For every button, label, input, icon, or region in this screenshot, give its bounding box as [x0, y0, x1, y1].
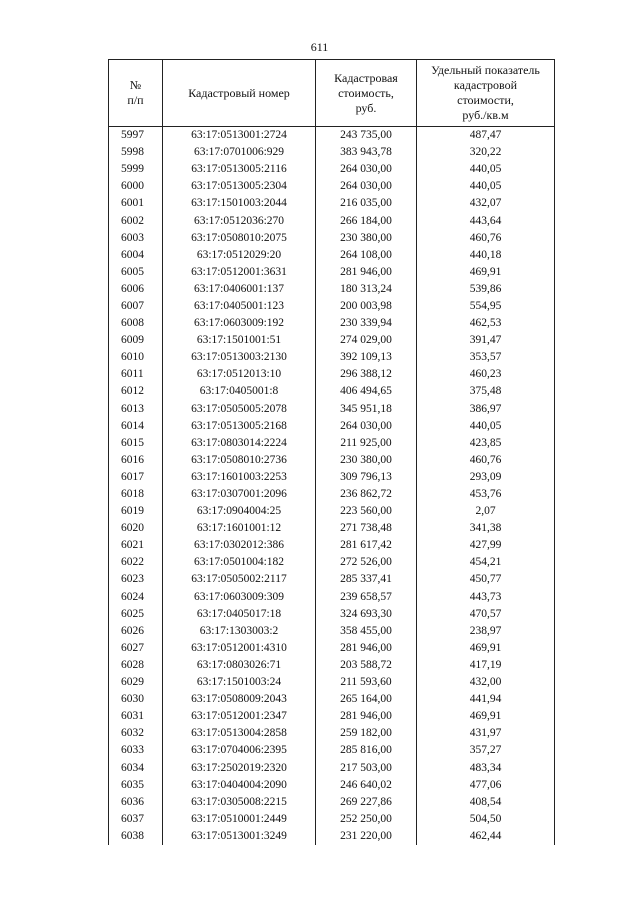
specific-indicator: 417,19	[417, 657, 555, 674]
row-number: 5997	[109, 127, 163, 145]
row-number: 6015	[109, 435, 163, 452]
specific-indicator: 423,85	[417, 435, 555, 452]
header-specific-indicator: Удельный показатель кадастровой стоимости, руб./кв.м	[417, 60, 555, 127]
cadastral-number: 63:17:0603009:309	[163, 589, 316, 606]
row-number: 6007	[109, 298, 163, 315]
row-number: 6002	[109, 212, 163, 229]
cadastral-cost: 243 735,00	[316, 127, 417, 145]
specific-indicator: 357,27	[417, 742, 555, 759]
cadastral-cost: 309 796,13	[316, 469, 417, 486]
table-row	[109, 725, 555, 742]
cadastral-number: 63:17:0406001:137	[163, 281, 316, 298]
row-number: 6005	[109, 264, 163, 281]
table-row	[109, 469, 555, 486]
specific-indicator: 454,21	[417, 554, 555, 571]
specific-indicator: 470,57	[417, 606, 555, 623]
cadastral-number: 63:17:0513001:3249	[163, 828, 316, 845]
specific-indicator: 341,38	[417, 520, 555, 537]
table-row	[109, 349, 555, 366]
table-row	[109, 161, 555, 178]
table-row	[109, 383, 555, 400]
cadastral-number: 63:17:0501004:182	[163, 554, 316, 571]
specific-indicator: 469,91	[417, 264, 555, 281]
cadastral-number: 63:17:1601001:12	[163, 520, 316, 537]
cadastral-cost: 271 738,48	[316, 520, 417, 537]
cadastral-cost: 236 862,72	[316, 486, 417, 503]
table-header-row	[109, 60, 555, 127]
row-number: 6009	[109, 332, 163, 349]
cadastral-cost: 383 943,78	[316, 144, 417, 161]
table-row	[109, 520, 555, 537]
row-number: 6017	[109, 469, 163, 486]
cadastral-number: 63:17:0513005:2304	[163, 178, 316, 195]
cadastral-cost: 324 693,30	[316, 606, 417, 623]
specific-indicator: 391,47	[417, 332, 555, 349]
table-row	[109, 418, 555, 435]
table-row	[109, 640, 555, 657]
specific-indicator: 453,76	[417, 486, 555, 503]
cadastral-cost: 285 337,41	[316, 571, 417, 588]
cadastral-cost: 231 220,00	[316, 828, 417, 845]
cadastral-cost: 281 617,42	[316, 537, 417, 554]
row-number: 6031	[109, 708, 163, 725]
cadastral-number: 63:17:2502019:2320	[163, 759, 316, 776]
cadastral-number: 63:17:1501001:51	[163, 332, 316, 349]
row-number: 6012	[109, 383, 163, 400]
header-cadastral-number: Кадастровый номер	[163, 60, 316, 127]
specific-indicator: 477,06	[417, 777, 555, 794]
table-row	[109, 212, 555, 229]
specific-indicator: 353,57	[417, 349, 555, 366]
cadastral-cost: 203 588,72	[316, 657, 417, 674]
cadastral-cost: 392 109,13	[316, 349, 417, 366]
cadastral-number: 63:17:0513005:2116	[163, 161, 316, 178]
cadastral-table	[108, 59, 555, 845]
cadastral-cost: 211 593,60	[316, 674, 417, 691]
cadastral-number: 63:17:0513005:2168	[163, 418, 316, 435]
row-number: 6011	[109, 366, 163, 383]
table-row	[109, 571, 555, 588]
specific-indicator: 440,05	[417, 418, 555, 435]
table-row	[109, 708, 555, 725]
specific-indicator: 375,48	[417, 383, 555, 400]
specific-indicator: 554,95	[417, 298, 555, 315]
specific-indicator: 441,94	[417, 691, 555, 708]
cadastral-number: 63:17:1501003:2044	[163, 195, 316, 212]
row-number: 6034	[109, 759, 163, 776]
cadastral-cost: 264 030,00	[316, 178, 417, 195]
cadastral-number: 63:17:0513004:2858	[163, 725, 316, 742]
row-number: 6020	[109, 520, 163, 537]
cadastral-cost: 180 313,24	[316, 281, 417, 298]
row-number: 6001	[109, 195, 163, 212]
cadastral-number: 63:17:0404004:2090	[163, 777, 316, 794]
cadastral-cost: 281 946,00	[316, 640, 417, 657]
specific-indicator: 2,07	[417, 503, 555, 520]
table-row	[109, 828, 555, 845]
row-number: 6016	[109, 452, 163, 469]
table-row	[109, 657, 555, 674]
cadastral-number: 63:17:0512013:10	[163, 366, 316, 383]
table-row	[109, 144, 555, 161]
cadastral-number: 63:17:0512001:2347	[163, 708, 316, 725]
cadastral-cost: 358 455,00	[316, 623, 417, 640]
cadastral-cost: 269 227,86	[316, 794, 417, 811]
table-row	[109, 811, 555, 828]
row-number: 6008	[109, 315, 163, 332]
row-number: 6021	[109, 537, 163, 554]
cadastral-number: 63:17:1601003:2253	[163, 469, 316, 486]
row-number: 6003	[109, 230, 163, 247]
table-row	[109, 554, 555, 571]
specific-indicator: 469,91	[417, 708, 555, 725]
table-row	[109, 366, 555, 383]
table-row	[109, 127, 555, 145]
row-number: 6024	[109, 589, 163, 606]
cadastral-number: 63:17:0508010:2075	[163, 230, 316, 247]
table-row	[109, 230, 555, 247]
cadastral-cost: 239 658,57	[316, 589, 417, 606]
cadastral-cost: 264 030,00	[316, 161, 417, 178]
row-number: 6019	[109, 503, 163, 520]
table-body	[109, 127, 555, 845]
row-number: 6037	[109, 811, 163, 828]
cadastral-cost: 246 640,02	[316, 777, 417, 794]
table-row	[109, 435, 555, 452]
table-row	[109, 178, 555, 195]
specific-indicator: 462,53	[417, 315, 555, 332]
specific-indicator: 386,97	[417, 401, 555, 418]
table-row	[109, 281, 555, 298]
specific-indicator: 440,05	[417, 161, 555, 178]
specific-indicator: 450,77	[417, 571, 555, 588]
specific-indicator: 427,99	[417, 537, 555, 554]
cadastral-number: 63:17:0405001:8	[163, 383, 316, 400]
header-cadastral-cost: Кадастровая стоимость, руб.	[316, 60, 417, 127]
cadastral-cost: 281 946,00	[316, 708, 417, 725]
cadastral-cost: 230 380,00	[316, 230, 417, 247]
cadastral-number: 63:17:0704006:2395	[163, 742, 316, 759]
cadastral-number: 63:17:0512001:4310	[163, 640, 316, 657]
specific-indicator: 469,91	[417, 640, 555, 657]
cadastral-number: 63:17:0405001:123	[163, 298, 316, 315]
cadastral-cost: 281 946,00	[316, 264, 417, 281]
row-number: 6025	[109, 606, 163, 623]
table-row	[109, 742, 555, 759]
cadastral-cost: 230 339,94	[316, 315, 417, 332]
cadastral-cost: 266 184,00	[316, 212, 417, 229]
table-row	[109, 589, 555, 606]
specific-indicator: 460,76	[417, 230, 555, 247]
cadastral-number: 63:17:0512001:3631	[163, 264, 316, 281]
table-row	[109, 503, 555, 520]
cadastral-cost: 200 003,98	[316, 298, 417, 315]
specific-indicator: 293,09	[417, 469, 555, 486]
cadastral-number: 63:17:0512029:20	[163, 247, 316, 264]
table-row	[109, 486, 555, 503]
table-row	[109, 537, 555, 554]
table-row	[109, 332, 555, 349]
table-row	[109, 759, 555, 776]
row-number: 6013	[109, 401, 163, 418]
table-row	[109, 794, 555, 811]
cadastral-number: 63:17:1303003:2	[163, 623, 316, 640]
row-number: 6023	[109, 571, 163, 588]
cadastral-cost: 211 925,00	[316, 435, 417, 452]
table-row	[109, 452, 555, 469]
cadastral-number: 63:17:0302012:386	[163, 537, 316, 554]
specific-indicator: 462,44	[417, 828, 555, 845]
table-row	[109, 691, 555, 708]
cadastral-cost: 217 503,00	[316, 759, 417, 776]
row-number: 6006	[109, 281, 163, 298]
row-number: 6000	[109, 178, 163, 195]
row-number: 6028	[109, 657, 163, 674]
cadastral-cost: 265 164,00	[316, 691, 417, 708]
specific-indicator: 432,00	[417, 674, 555, 691]
specific-indicator: 460,76	[417, 452, 555, 469]
cadastral-cost: 274 029,00	[316, 332, 417, 349]
cadastral-cost: 264 108,00	[316, 247, 417, 264]
row-number: 6018	[109, 486, 163, 503]
row-number: 6014	[109, 418, 163, 435]
cadastral-number: 63:17:0305008:2215	[163, 794, 316, 811]
specific-indicator: 539,86	[417, 281, 555, 298]
row-number: 6022	[109, 554, 163, 571]
cadastral-number: 63:17:0508009:2043	[163, 691, 316, 708]
row-number: 6030	[109, 691, 163, 708]
cadastral-number: 63:17:0405017:18	[163, 606, 316, 623]
specific-indicator: 443,73	[417, 589, 555, 606]
cadastral-cost: 223 560,00	[316, 503, 417, 520]
table-row	[109, 623, 555, 640]
specific-indicator: 431,97	[417, 725, 555, 742]
row-number: 6036	[109, 794, 163, 811]
cadastral-number: 63:17:0513001:2724	[163, 127, 316, 145]
cadastral-number: 63:17:0904004:25	[163, 503, 316, 520]
cadastral-cost: 259 182,00	[316, 725, 417, 742]
specific-indicator: 487,47	[417, 127, 555, 145]
specific-indicator: 238,97	[417, 623, 555, 640]
cadastral-cost: 216 035,00	[316, 195, 417, 212]
specific-indicator: 432,07	[417, 195, 555, 212]
row-number: 6010	[109, 349, 163, 366]
cadastral-cost: 406 494,65	[316, 383, 417, 400]
row-number: 6027	[109, 640, 163, 657]
cadastral-cost: 296 388,12	[316, 366, 417, 383]
cadastral-cost: 264 030,00	[316, 418, 417, 435]
cadastral-number: 63:17:0513003:2130	[163, 349, 316, 366]
table-row	[109, 195, 555, 212]
cadastral-number: 63:17:0803014:2224	[163, 435, 316, 452]
row-number: 6038	[109, 828, 163, 845]
specific-indicator: 408,54	[417, 794, 555, 811]
row-number: 6004	[109, 247, 163, 264]
row-number: 5998	[109, 144, 163, 161]
specific-indicator: 443,64	[417, 212, 555, 229]
cadastral-cost: 285 816,00	[316, 742, 417, 759]
cadastral-number: 63:17:0505002:2117	[163, 571, 316, 588]
table-row	[109, 298, 555, 315]
row-number: 6033	[109, 742, 163, 759]
cadastral-cost: 252 250,00	[316, 811, 417, 828]
table-row	[109, 247, 555, 264]
table-row	[109, 401, 555, 418]
row-number: 6026	[109, 623, 163, 640]
cadastral-cost: 345 951,18	[316, 401, 417, 418]
cadastral-number: 63:17:0603009:192	[163, 315, 316, 332]
row-number: 6035	[109, 777, 163, 794]
cadastral-number: 63:17:1501003:24	[163, 674, 316, 691]
specific-indicator: 440,18	[417, 247, 555, 264]
specific-indicator: 460,23	[417, 366, 555, 383]
cadastral-number: 63:17:0307001:2096	[163, 486, 316, 503]
table-row	[109, 777, 555, 794]
cadastral-number: 63:17:0510001:2449	[163, 811, 316, 828]
cadastral-cost: 230 380,00	[316, 452, 417, 469]
specific-indicator: 320,22	[417, 144, 555, 161]
specific-indicator: 483,34	[417, 759, 555, 776]
cadastral-number: 63:17:0508010:2736	[163, 452, 316, 469]
cadastral-number: 63:17:0512036:270	[163, 212, 316, 229]
table-row	[109, 674, 555, 691]
row-number: 6029	[109, 674, 163, 691]
cadastral-number: 63:17:0701006:929	[163, 144, 316, 161]
table-row	[109, 315, 555, 332]
specific-indicator: 504,50	[417, 811, 555, 828]
table-row	[109, 606, 555, 623]
cadastral-cost: 272 526,00	[316, 554, 417, 571]
cadastral-number: 63:17:0803026:71	[163, 657, 316, 674]
cadastral-number: 63:17:0505005:2078	[163, 401, 316, 418]
table-row	[109, 264, 555, 281]
specific-indicator: 440,05	[417, 178, 555, 195]
page-number: 611	[310, 40, 329, 54]
row-number: 5999	[109, 161, 163, 178]
row-number: 6032	[109, 725, 163, 742]
header-row-number: № п/п	[109, 60, 163, 127]
